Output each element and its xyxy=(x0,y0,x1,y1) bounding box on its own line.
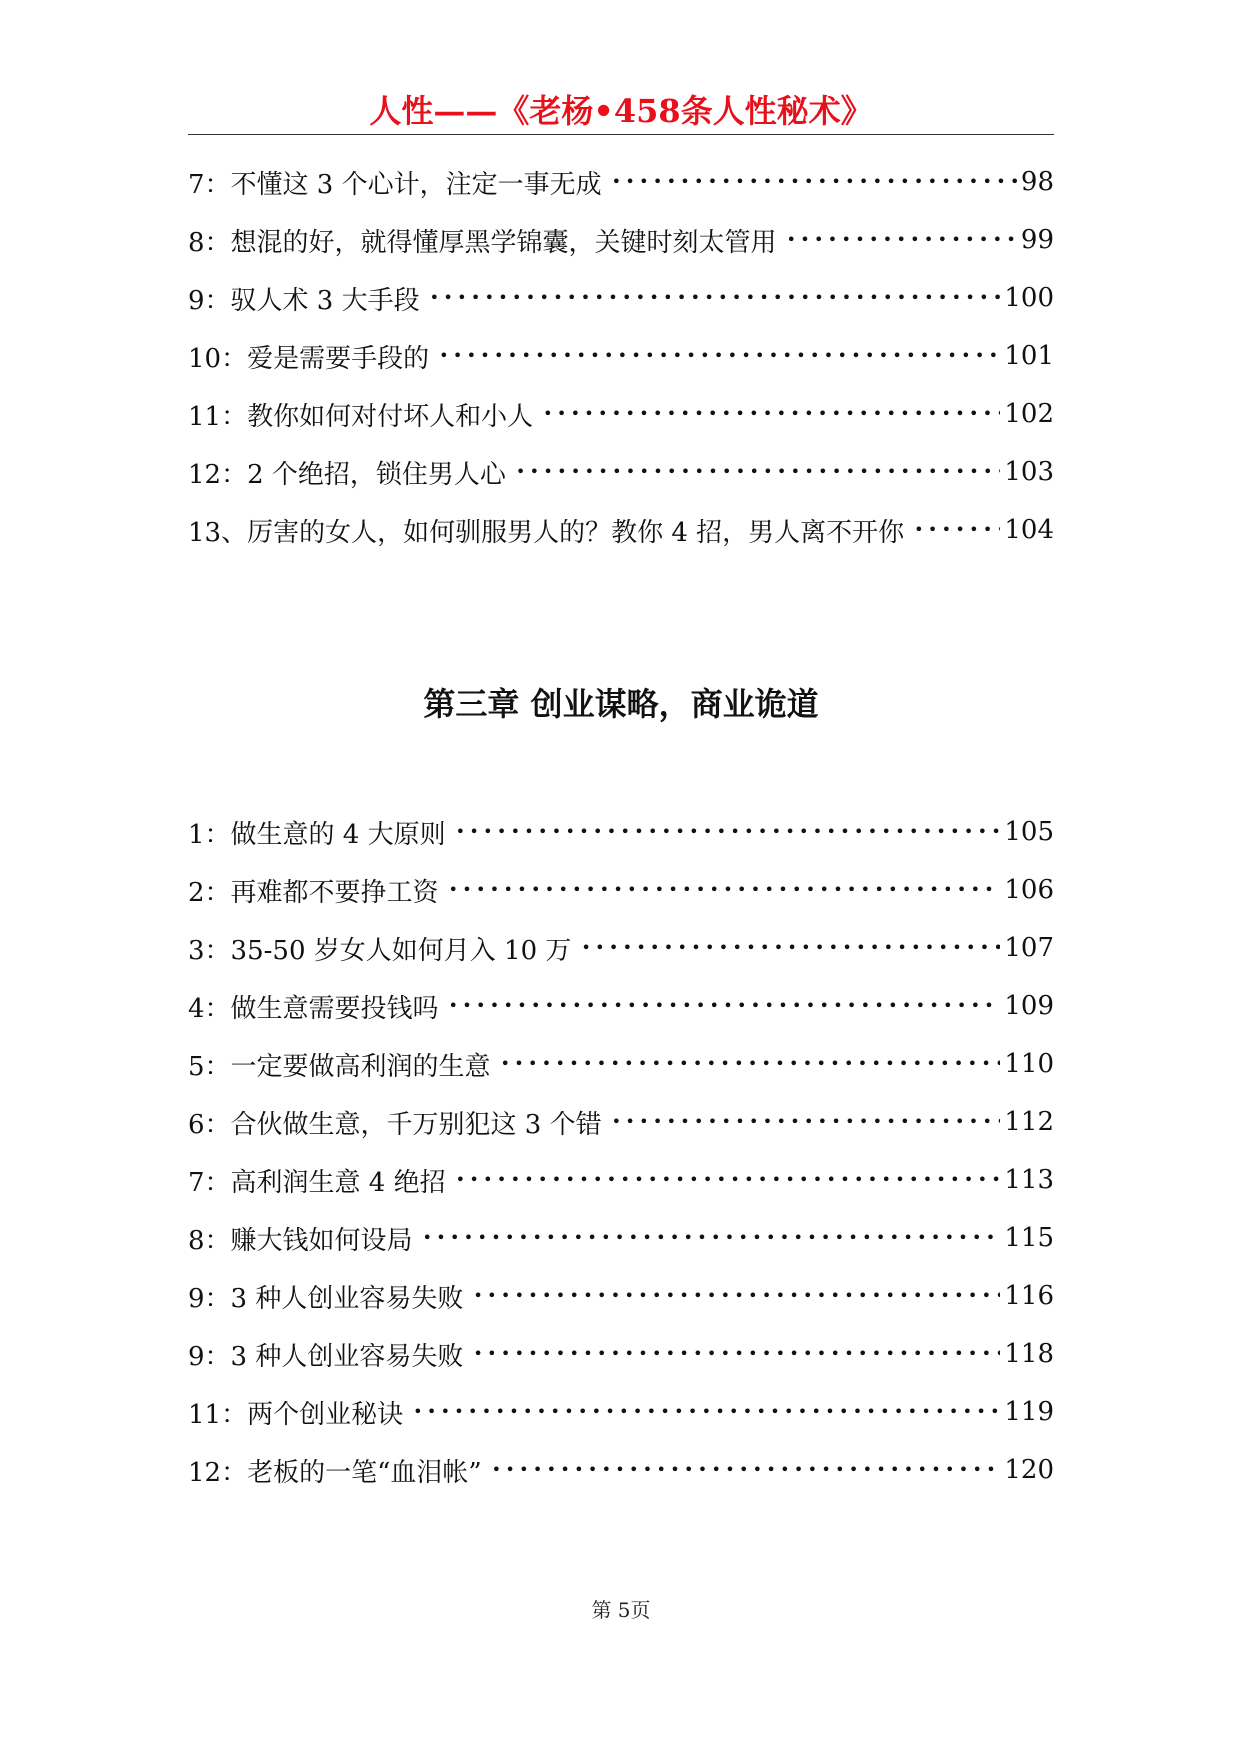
toc-entry[interactable] xyxy=(188,1160,1054,1200)
toc-entry[interactable] xyxy=(188,1392,1054,1432)
toc-dot-leader xyxy=(423,1218,1001,1258)
toc-dot-leader xyxy=(501,1044,1001,1084)
toc-entry[interactable] xyxy=(188,1044,1054,1084)
toc-entry-title: 5：一定要做高利润的生意 xyxy=(188,1051,491,1082)
toc-entry[interactable] xyxy=(188,1450,1054,1490)
toc-entry-page: 103 xyxy=(1004,457,1054,487)
toc-entry-page: 98 xyxy=(1020,167,1054,197)
toc-entry-page: 113 xyxy=(1004,1165,1054,1195)
toc-entry[interactable] xyxy=(188,220,1054,260)
toc-entry-title: 9：驭人术 3 大手段 xyxy=(188,285,420,316)
toc-entry[interactable] xyxy=(188,1218,1054,1258)
toc-entry-page: 104 xyxy=(1004,515,1054,545)
toc-entry-page: 107 xyxy=(1004,933,1054,963)
toc-entry-page: 105 xyxy=(1004,817,1054,847)
toc-entry-page: 101 xyxy=(1004,341,1054,371)
toc-entry-page: 120 xyxy=(1004,1455,1054,1485)
toc-entry-page: 106 xyxy=(1004,875,1054,905)
toc-entry-title: 11：两个创业秘诀 xyxy=(188,1399,404,1430)
toc-entry-title: 1：做生意的 4 大原则 xyxy=(188,819,446,850)
toc-entry-title: 7：不懂这 3 个心计，注定一事无成 xyxy=(188,169,602,200)
toc-entry-page: 116 xyxy=(1004,1281,1054,1311)
toc-dot-leader xyxy=(612,1102,1001,1142)
page-header-title: 人性——《老杨•458条人性秘术》 xyxy=(369,92,873,130)
toc-section-1 xyxy=(188,162,1054,548)
toc-entry-page: 118 xyxy=(1004,1339,1054,1369)
toc-dot-leader xyxy=(543,394,1000,434)
toc-dot-leader xyxy=(492,1450,1001,1490)
toc-entry[interactable] xyxy=(188,812,1054,852)
toc-entry[interactable] xyxy=(188,394,1054,434)
toc-entry[interactable] xyxy=(188,1102,1054,1142)
toc-entry-title: 2：再难都不要挣工资 xyxy=(188,877,439,908)
toc-entry[interactable] xyxy=(188,162,1054,202)
toc-entry-title: 3：35-50 岁女人如何月入 10 万 xyxy=(188,935,572,966)
toc-dot-leader xyxy=(914,510,1000,550)
toc-dot-leader xyxy=(430,278,1001,318)
toc-entry-page: 110 xyxy=(1004,1049,1054,1079)
toc-entry-page: 115 xyxy=(1004,1223,1054,1253)
toc-entry-page: 100 xyxy=(1004,283,1054,313)
toc-dot-leader xyxy=(439,336,1000,376)
toc-entry-title: 9：3 种人创业容易失败 xyxy=(188,1341,464,1372)
toc-dot-leader xyxy=(473,1334,1000,1374)
toc-dot-leader xyxy=(516,452,1000,492)
toc-dot-leader xyxy=(456,812,1001,852)
toc-dot-leader xyxy=(581,928,1000,968)
toc-entry[interactable] xyxy=(188,510,1054,550)
toc-dot-leader xyxy=(612,162,1017,202)
toc-entry-page: 119 xyxy=(1004,1397,1054,1427)
toc-entry-title: 8：赚大钱如何设局 xyxy=(188,1225,413,1256)
header-divider xyxy=(188,134,1054,135)
toc-dot-leader xyxy=(449,986,1001,1026)
toc-dot-leader xyxy=(473,1276,1000,1316)
toc-entry-title: 7：高利润生意 4 绝招 xyxy=(188,1167,446,1198)
toc-entry-title: 13、厉害的女人，如何驯服男人的？教你 4 招，男人离不开你 xyxy=(188,517,905,548)
chapter-heading: 第三章 创业谋略，商业诡道 xyxy=(423,685,819,723)
toc-entry-title: 10：爱是需要手段的 xyxy=(188,343,430,374)
toc-entry-page: 102 xyxy=(1004,399,1054,429)
toc-dot-leader xyxy=(449,870,1001,910)
toc-dot-leader xyxy=(787,220,1017,260)
toc-entry-title: 6：合伙做生意，千万别犯这 3 个错 xyxy=(188,1109,602,1140)
toc-dot-leader xyxy=(413,1392,1000,1432)
toc-entry[interactable] xyxy=(188,452,1054,492)
toc-entry-page: 99 xyxy=(1020,225,1054,255)
toc-entry[interactable] xyxy=(188,986,1054,1026)
toc-entry-title: 9：3 种人创业容易失败 xyxy=(188,1283,464,1314)
toc-entry-title: 4：做生意需要投钱吗 xyxy=(188,993,439,1024)
toc-section-2 xyxy=(188,812,1054,1492)
page-number-footer: 第 5页 xyxy=(591,1598,651,1622)
toc-entry-page: 112 xyxy=(1004,1107,1054,1137)
toc-entry-page: 109 xyxy=(1004,991,1054,1021)
toc-entry[interactable] xyxy=(188,1334,1054,1374)
toc-entry[interactable] xyxy=(188,278,1054,318)
toc-entry-title: 11：教你如何对付坏人和小人 xyxy=(188,401,534,432)
toc-entry-title: 12：2 个绝招，锁住男人心 xyxy=(188,459,506,490)
toc-entry[interactable] xyxy=(188,928,1054,968)
toc-entry[interactable] xyxy=(188,870,1054,910)
toc-dot-leader xyxy=(456,1160,1001,1200)
toc-entry-title: 12：老板的一笔“血泪帐” xyxy=(188,1457,482,1488)
toc-entry-title: 8：想混的好，就得懂厚黑学锦囊，关键时刻太管用 xyxy=(188,227,777,258)
toc-entry[interactable] xyxy=(188,336,1054,376)
toc-entry[interactable] xyxy=(188,1276,1054,1316)
